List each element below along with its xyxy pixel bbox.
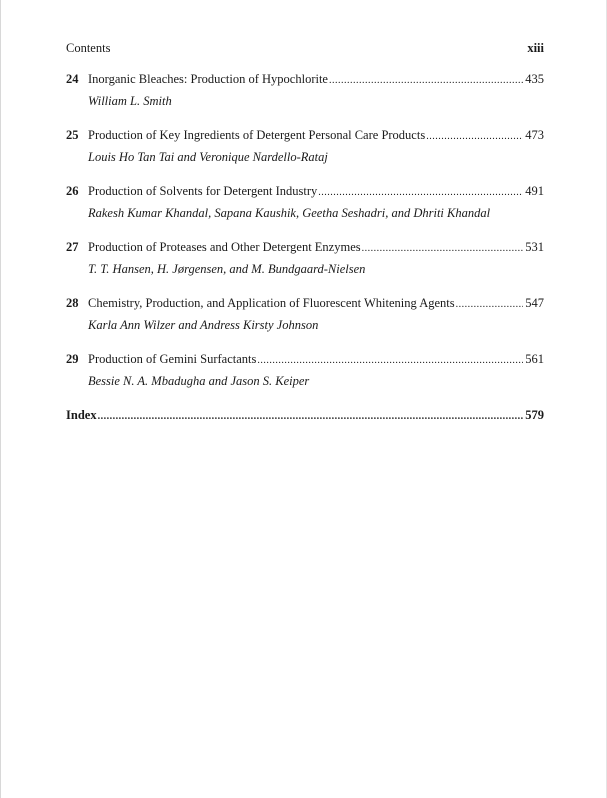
chapter-authors: Bessie N. A. Mbadugha and Jason S. Keiper (88, 374, 310, 388)
dot-leader (426, 129, 523, 145)
chapter-number: 29 (66, 352, 79, 366)
index-page-number[interactable]: 579 (525, 408, 544, 422)
chapter-title[interactable]: Chemistry, Production, and Application of Fluorescent Whitening Agents (88, 296, 455, 310)
chapter-number: 28 (66, 296, 79, 310)
chapter-authors: T. T. Hansen, H. Jørgensen, and M. Bundgaard-Nielsen (88, 262, 366, 276)
table-of-contents (66, 71, 544, 423)
toc-entry-line (66, 71, 544, 87)
dot-leader (318, 185, 523, 201)
chapter-page-number[interactable]: 435 (525, 72, 544, 86)
chapter-number: 26 (66, 184, 79, 198)
chapter-authors: Karla Ann Wilzer and Andress Kirsty Johnson (88, 318, 319, 332)
chapter-number: 25 (66, 128, 79, 142)
toc-entry-line (66, 351, 544, 367)
chapter-number: 24 (66, 72, 79, 86)
dot-leader (362, 241, 524, 257)
chapter-page-number[interactable]: 561 (525, 352, 544, 366)
chapter-title[interactable]: Inorganic Bleaches: Production of Hypochlorite (88, 72, 328, 86)
chapter-page-number[interactable]: 491 (525, 184, 544, 198)
toc-entry-line (66, 239, 544, 255)
toc-entry (66, 127, 544, 183)
page-left-edge (0, 0, 1, 798)
dot-leader (456, 297, 524, 313)
chapter-title[interactable]: Production of Gemini Surfactants (88, 352, 257, 366)
dot-leader (98, 409, 524, 425)
toc-entry (66, 239, 544, 295)
toc-entry-line (66, 127, 544, 143)
chapter-title[interactable]: Production of Key Ingredients of Detergent Personal Care Products (88, 128, 426, 142)
page-folio: xiii (527, 41, 544, 55)
chapter-authors: Louis Ho Tan Tai and Veronique Nardello-Rataj (88, 150, 328, 164)
toc-entry (66, 71, 544, 127)
toc-entry (66, 183, 544, 239)
chapter-number: 27 (66, 240, 79, 254)
running-head-title: Contents (66, 41, 111, 55)
chapter-title[interactable]: Production of Proteases and Other Detergent Enzymes (88, 240, 361, 254)
running-head (66, 41, 544, 57)
chapter-page-number[interactable]: 531 (525, 240, 544, 254)
chapter-page-number[interactable]: 473 (525, 128, 544, 142)
toc-entry (66, 295, 544, 351)
chapter-title[interactable]: Production of Solvents for Detergent Industry (88, 184, 318, 198)
chapter-authors: William L. Smith (88, 94, 172, 108)
chapter-authors: Rakesh Kumar Khandal, Sapana Kaushik, Geetha Seshadri, and Dhriti Khandal (88, 206, 491, 220)
index-label[interactable]: Index (66, 408, 97, 422)
index-entry (66, 407, 544, 423)
chapter-page-number[interactable]: 547 (525, 296, 544, 310)
toc-entry (66, 351, 544, 407)
toc-entry-line (66, 295, 544, 311)
dot-leader (257, 353, 523, 369)
dot-leader (329, 73, 523, 89)
toc-entry-line (66, 183, 544, 199)
